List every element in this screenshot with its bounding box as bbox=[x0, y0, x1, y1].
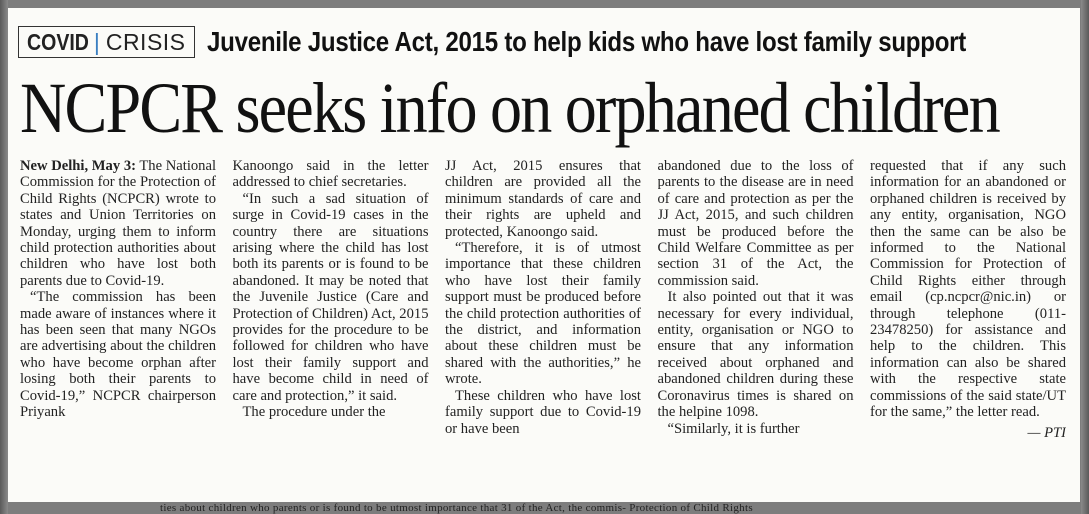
paragraph bbox=[658, 158, 854, 289]
paragraph bbox=[870, 158, 1066, 421]
paragraph-text: abandoned due to the loss of parents to the disease are in need of care and protection as per the JJ Act, 2015, and such children must be produced before the Child Welfare Committee as per section 31 of the Act, the commission said. bbox=[657, 158, 854, 289]
column-3 bbox=[445, 158, 641, 498]
paragraph bbox=[233, 191, 429, 404]
kicker-bold: COVID bbox=[27, 28, 89, 55]
paragraph-text: The procedure under the bbox=[242, 404, 386, 421]
paragraph-text: “The commission has been made aware of instances where it has been seen that many NGOs are advertising about the children who have become orphan after losing both their parents to Covid-19,” NCPCR chairperson Priyank bbox=[20, 289, 216, 421]
kicker-row bbox=[18, 22, 1080, 62]
paragraph bbox=[20, 289, 216, 420]
bleed-through-text: ties about children who parents or is found to be utmost importance that 31 of the Act, the commis- Protection of Child Rights bbox=[160, 502, 753, 514]
paragraph bbox=[233, 404, 429, 420]
paragraph bbox=[445, 158, 641, 240]
paragraph-text: requested that if any such information for an abandoned or orphaned children is received by any entity, organisation, NGO then the same can be also be informed to the National Commission for Protection of Child Rights either through email (cp.ncpcr@nic.in) or through telephone (011-23478250) for assistance and help to the children. This information can also be shared with the respective state commissions of the said state/UT for the same,” the letter read. bbox=[870, 158, 1066, 421]
left-page-edge bbox=[0, 0, 8, 514]
paragraph bbox=[20, 158, 216, 289]
column-2 bbox=[233, 158, 429, 498]
paragraph-text: “Therefore, it is of utmost importance that these children who have lost their family support must be produced before the child protection authorities of the district, and information about these children must be shared with the authorities,” he wrote. bbox=[445, 240, 641, 388]
dateline: New Delhi, May 3: bbox=[20, 158, 136, 174]
byline-credit: — PTI bbox=[1027, 424, 1066, 441]
paragraph-text: It also pointed out that it was necessary for every individual, entity, organisation or NGO to ensure that any information received about orphaned and abandoned children during these Coronavirus times is shared on the helpine 1098. bbox=[657, 289, 854, 421]
paragraph bbox=[658, 421, 854, 437]
paragraph bbox=[658, 289, 854, 420]
paragraph-text: The National Commission for the Protection of Child Rights (NCPCR) wrote to states and Union Territories on Monday, urging them to inform child protection authorities about children who have lost both parents due to Covid-19. bbox=[20, 158, 216, 289]
paragraph-text: JJ Act, 2015 ensures that children are provided all the minimum standards of care and their rights are upheld and protected, Kanoongo said. bbox=[445, 158, 641, 240]
paragraph bbox=[445, 240, 641, 388]
paragraph bbox=[445, 388, 641, 437]
headline: NCPCR seeks info on orphaned children bbox=[20, 68, 999, 148]
newspaper-clipping bbox=[8, 8, 1080, 502]
kicker-light: CRISIS bbox=[105, 28, 186, 55]
paragraph-text: Kanoongo said in the letter addressed to chief secretaries. bbox=[232, 158, 429, 191]
kicker-separator: | bbox=[93, 28, 100, 55]
right-page-edge bbox=[1081, 0, 1089, 514]
column-1 bbox=[20, 158, 216, 498]
article-body bbox=[20, 158, 1066, 498]
column-4 bbox=[658, 158, 854, 498]
section-kicker bbox=[18, 26, 195, 58]
paragraph-text: These children who have lost family support due to Covid-19 or have been bbox=[445, 387, 641, 437]
column-5 bbox=[870, 158, 1066, 498]
strapline: Juvenile Justice Act, 2015 to help kids who have lost family support bbox=[206, 26, 966, 57]
paragraph bbox=[233, 158, 429, 191]
paragraph-text: “In such a sad situation of surge in Covid-19 cases in the country there are situations arising where the child has lost both its parents or is found to be abandoned. It may be noted that the Juvenile Justice (Care and Protection of Children) Act, 2015 provides for the procedure to be followed for children who have lost their family support and have become child in need of care and protection,” it said. bbox=[232, 190, 429, 404]
paragraph-text: “Similarly, it is further bbox=[667, 420, 800, 437]
